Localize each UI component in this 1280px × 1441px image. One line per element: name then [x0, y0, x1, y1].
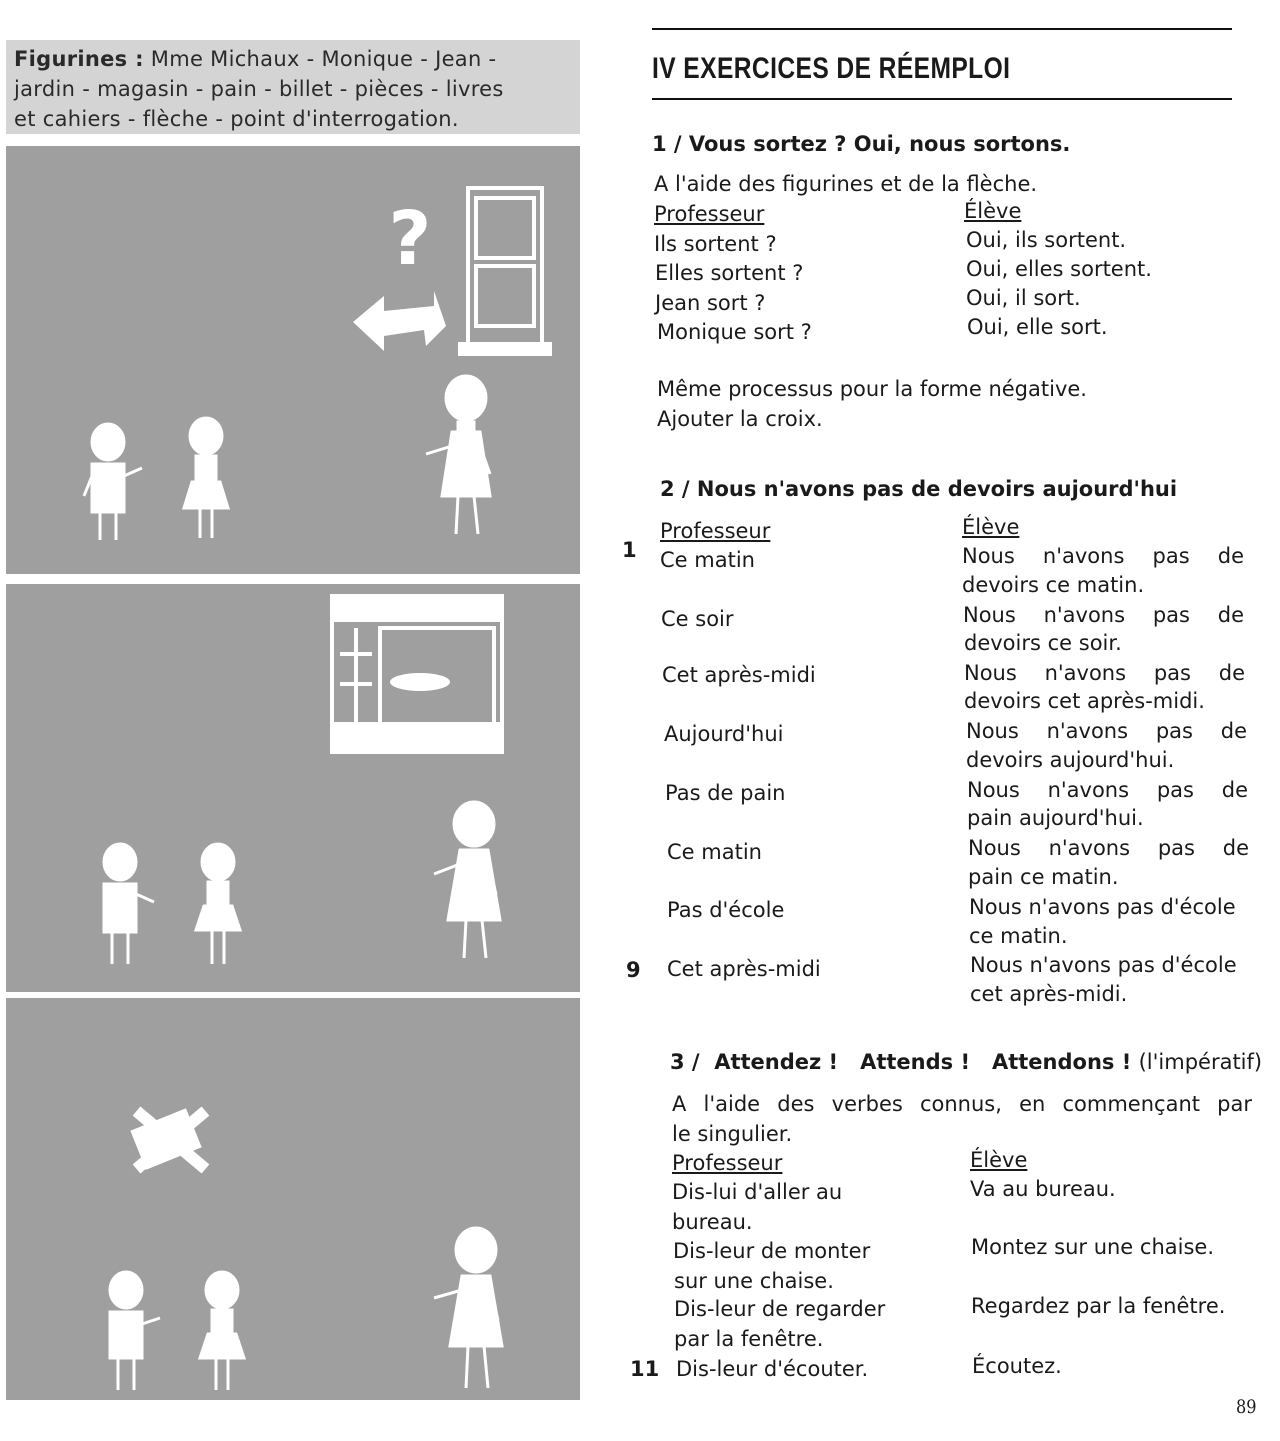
woman-figure-icon — [434, 1228, 502, 1388]
bread-icon — [390, 673, 450, 691]
panel-2-drawing — [6, 584, 580, 992]
boy-figure-icon — [104, 844, 154, 964]
exercise-3-prof-header: Professeur — [672, 1151, 783, 1175]
exercise-3-prof-row-line-1: Dis-leur de monter — [673, 1239, 871, 1263]
exercise-3-prof-row-line-2: sur une chaise. — [674, 1269, 834, 1293]
exercise-1-eleve-row: Oui, il sort. — [966, 286, 1081, 310]
exercise-1-eleve-header: Élève — [964, 199, 1022, 223]
exercise-3-title — [670, 1050, 1262, 1074]
double-arrow-icon — [353, 291, 446, 351]
exercise-3-eleve-row: Montez sur une chaise. — [971, 1235, 1214, 1259]
figurines-box — [6, 40, 580, 134]
exercise-2-prof-row: Cet après-midi — [667, 957, 821, 981]
exercise-3-eleve-row: Regardez par la fenêtre. — [971, 1294, 1226, 1318]
exercise-2-eleve-row-line-1: Nous n'avons pas de — [962, 544, 1244, 568]
exercise-1-prof-row: Jean sort ? — [655, 291, 766, 315]
exercise-2-prof-row: Pas de pain — [665, 781, 786, 805]
exercise-3-title-a: Attendez ! — [714, 1050, 839, 1074]
exercise-2-eleve-row-line-1: Nous n'avons pas de — [966, 719, 1247, 743]
woman-figure-icon — [426, 376, 490, 534]
figurines-line-2: jardin - magasin - pain - billet - pièces - livres — [14, 77, 504, 101]
exercise-3-title-c: Attendons ! — [991, 1050, 1132, 1074]
exercise-2-eleve-row-line-2: devoirs ce soir. — [964, 631, 1122, 655]
exercise-2-prof-row: Ce matin — [667, 840, 762, 864]
girl-figure-icon — [196, 844, 240, 964]
exercise-3-intro-line-1: A l'aide des verbes connus, en commençant par — [672, 1092, 1252, 1116]
exercise-2-eleve-row-line-2: pain ce matin. — [968, 865, 1119, 889]
exercise-2-end-marker: 9 — [626, 958, 641, 982]
exercise-3-eleve-row: Écoutez. — [972, 1354, 1062, 1378]
exercise-1-eleve-row: Oui, ils sortent. — [966, 228, 1127, 252]
figurines-line-3: et cahiers - flèche - point d'interrogation. — [14, 107, 459, 131]
exercise-3-intro-line-2: le singulier. — [672, 1122, 793, 1146]
exercise-2-prof-header: Professeur — [660, 519, 771, 543]
exercise-2-start-marker: 1 — [622, 538, 637, 562]
exercise-2-prof-row: Cet après-midi — [662, 663, 816, 687]
exercise-3-title-paren: (l'impératif) — [1138, 1050, 1263, 1074]
exercise-3-prof-row-line-1: Dis-lui d'aller au — [672, 1180, 843, 1204]
exercise-2-eleve-header: Élève — [962, 515, 1020, 539]
boy-figure-icon — [110, 1272, 160, 1390]
exercise-2-prof-row: Pas d'école — [667, 898, 785, 922]
girl-figure-icon — [200, 1272, 244, 1390]
exercise-2-eleve-row-line-1: Nous n'avons pas de — [967, 778, 1248, 802]
exercise-2-eleve-row-line-2: devoirs ce matin. — [962, 573, 1145, 597]
panel-1-drawing — [6, 146, 580, 574]
exercise-1-eleve-row: Oui, elles sortent. — [966, 257, 1152, 281]
figurines-line-1: Mme Michaux - Monique - Jean - — [150, 47, 497, 71]
door-icon — [460, 188, 550, 354]
exercise-2-title: 2 / Nous n'avons pas de devoirs aujourd'hui — [660, 477, 1178, 501]
exercise-3-prof-row-line-2: bureau. — [672, 1210, 753, 1234]
exercise-2-eleve-row-line-2: ce matin. — [969, 924, 1068, 948]
exercise-1-prof-header: Professeur — [654, 202, 765, 226]
exercise-2-prof-row: Ce soir — [661, 607, 734, 631]
exercise-1-title: 1 / Vous sortez ? Oui, nous sortons. — [652, 132, 1071, 156]
exercise-3-eleve-row: Va au bureau. — [970, 1177, 1116, 1201]
exercise-2-eleve-row-line-2: cet après-midi. — [970, 982, 1128, 1006]
exercise-3-title-b: Attends ! — [860, 1050, 971, 1074]
exercise-1-note-2: Ajouter la croix. — [657, 407, 823, 431]
exercise-3-eleve-header: Élève — [970, 1148, 1028, 1172]
exercise-2-prof-row: Ce matin — [660, 548, 755, 572]
exercise-1-note-1: Même processus pour la forme négative. — [657, 377, 1087, 401]
illustration-panel-2 — [6, 584, 580, 992]
question-mark-icon: ? — [388, 196, 432, 282]
woman-figure-icon — [434, 802, 500, 958]
illustration-panel-3 — [6, 998, 580, 1400]
exercise-2-eleve-row-line-2: devoirs aujourd'hui. — [966, 748, 1175, 772]
exercise-3-prof-row-line-1: Dis-leur de regarder — [674, 1297, 886, 1321]
exercise-1-eleve-row: Oui, elle sort. — [967, 315, 1108, 339]
top-rule — [652, 28, 1232, 30]
exercise-2-eleve-row-line-1: Nous n'avons pas d'école — [969, 895, 1236, 919]
exercise-2-eleve-row-line-1: Nous n'avons pas d'école — [970, 953, 1237, 977]
exercise-2-prof-row: Aujourd'hui — [664, 722, 784, 746]
exercise-1-intro: A l'aide des figurines et de la flèche. — [654, 172, 1038, 196]
exercise-2-eleve-row-line-2: pain aujourd'hui. — [967, 806, 1144, 830]
exercise-3-prof-row-line-2: par la fenêtre. — [674, 1327, 824, 1351]
panel-3-drawing — [6, 998, 580, 1400]
exercise-3-prof-row-line-1: Dis-leur d'écouter. — [676, 1357, 869, 1381]
exercise-3-end-marker: 11 — [630, 1357, 660, 1381]
exercise-1-prof-row: Elles sortent ? — [655, 261, 804, 285]
exercise-2-eleve-row-line-2: devoirs cet après-midi. — [964, 689, 1205, 713]
boy-figure-icon — [84, 424, 142, 540]
crossed-ticket-icon — [130, 1106, 209, 1173]
page-number: 89 — [1236, 1396, 1257, 1418]
illustration-panel-1 — [6, 146, 580, 574]
exercise-1-prof-row: Ils sortent ? — [654, 232, 777, 256]
girl-figure-icon — [184, 418, 228, 538]
section-title: IV EXERCICES DE RÉEMPLOI — [652, 52, 1011, 85]
exercise-1-prof-row: Monique sort ? — [657, 320, 812, 344]
exercise-2-eleve-row-line-1: Nous n'avons pas de — [968, 836, 1249, 860]
section-rule — [652, 98, 1232, 100]
exercise-2-eleve-row-line-1: Nous n'avons pas de — [964, 661, 1245, 685]
exercise-3-title-number: 3 / — [670, 1050, 700, 1074]
figurines-label: Figurines : — [14, 47, 144, 71]
exercise-2-eleve-row-line-1: Nous n'avons pas de — [963, 603, 1244, 627]
